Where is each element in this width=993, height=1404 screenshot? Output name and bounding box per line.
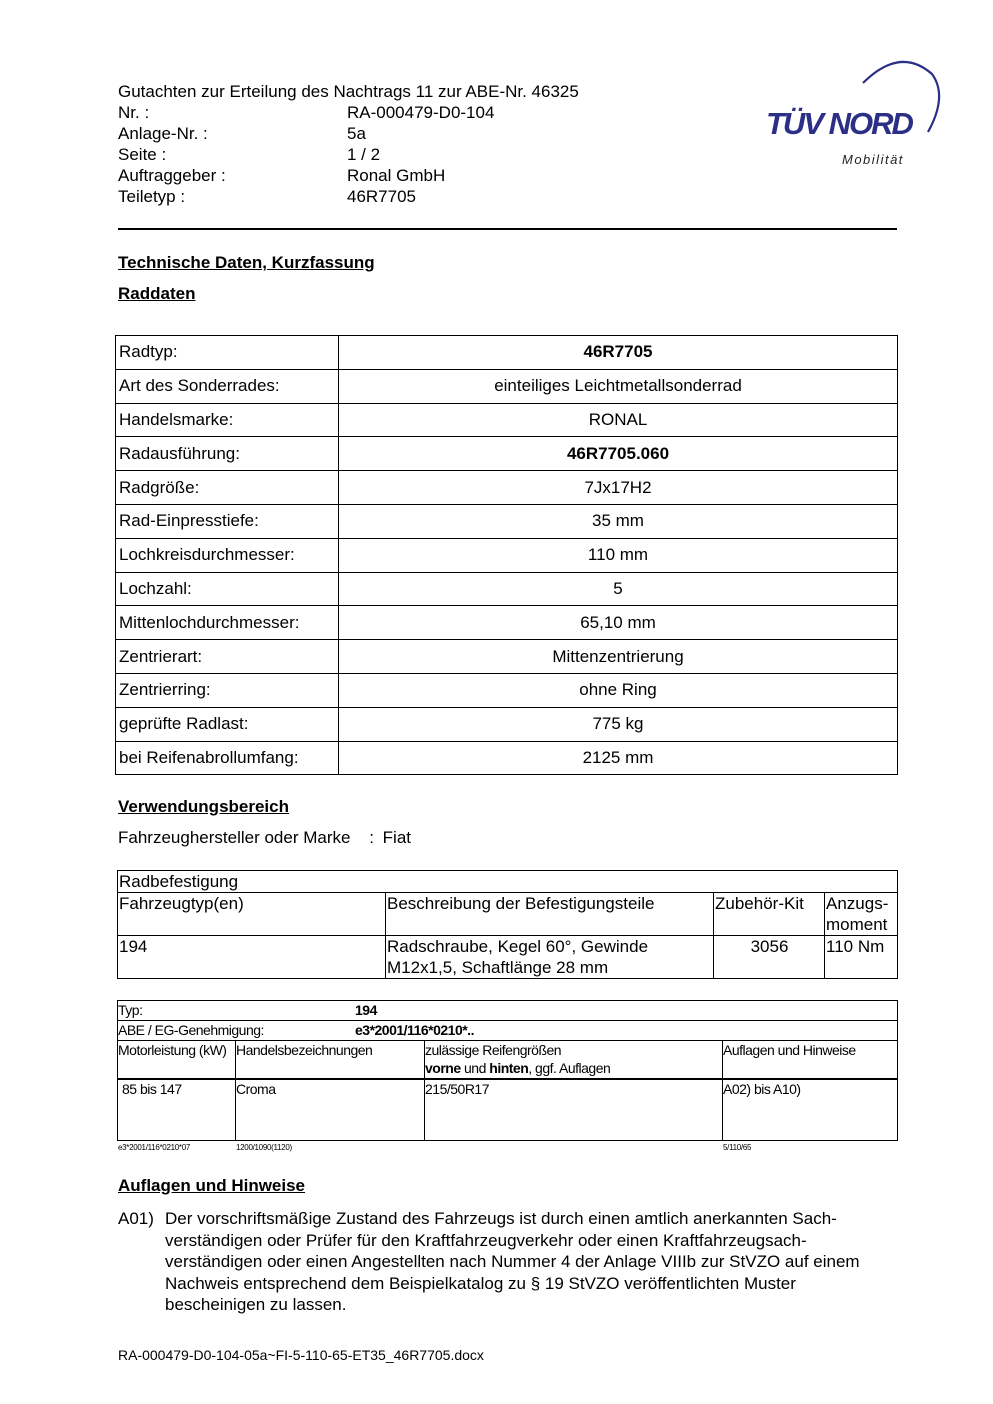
manufacturer-separator: : bbox=[369, 828, 374, 847]
reifen-header-vorne: vorne bbox=[425, 1060, 461, 1076]
header-row-seite bbox=[118, 144, 494, 165]
raddaten-value: 2125 mm bbox=[339, 741, 898, 775]
section-title-auflagen: Auflagen und Hinweise bbox=[118, 1176, 306, 1195]
table-row bbox=[118, 936, 898, 979]
header-value: 46R7705 bbox=[347, 187, 417, 206]
raddaten-value: 65,10 mm bbox=[339, 606, 898, 640]
header-row-teiletyp bbox=[118, 186, 494, 207]
table-row bbox=[118, 1001, 898, 1021]
header-value: Ronal GmbH bbox=[347, 166, 446, 185]
cell-reifengroesse: 215/50R17 bbox=[425, 1079, 723, 1141]
table-row bbox=[116, 538, 898, 572]
cell-fahrzeugtyp: 194 bbox=[118, 936, 386, 979]
table-row bbox=[116, 707, 898, 741]
table-row bbox=[116, 606, 898, 640]
header-fahrzeugtyp: Fahrzeugtyp(en) bbox=[118, 893, 386, 936]
header-auflagen: Auflagen und Hinweise bbox=[723, 1041, 898, 1080]
logo: TÜV NORD bbox=[766, 106, 912, 141]
header-value: 1 / 2 bbox=[347, 145, 381, 164]
raddaten-value: Mittenzentrierung bbox=[339, 640, 898, 674]
cell-zubehoer-kit: 3056 bbox=[714, 936, 825, 979]
manufacturer-line bbox=[118, 828, 411, 848]
raddaten-value: ohne Ring bbox=[339, 673, 898, 707]
manufacturer-value: Fiat bbox=[382, 828, 411, 847]
raddaten-value: 5 bbox=[339, 572, 898, 606]
raddaten-label: bei Reifenabrollumfang: bbox=[116, 741, 339, 775]
table-row bbox=[118, 871, 898, 893]
document-title: Gutachten zur Erteilung des Nachtrags 11 zur ABE-Nr. 46325 bbox=[118, 82, 579, 101]
section-title-raddaten: Raddaten bbox=[118, 284, 196, 303]
footer-filename: RA-000479-D0-104-05a~FI-5-110-65-ET35_46R7705.docx bbox=[118, 1347, 484, 1363]
header-anzugsmoment: Anzugs-moment bbox=[825, 893, 898, 936]
table-row bbox=[116, 437, 898, 471]
raddaten-label: Radtyp: bbox=[116, 336, 339, 370]
header-reifengroessen bbox=[425, 1041, 723, 1080]
section-title-technische: Technische Daten, Kurzfassung bbox=[118, 253, 375, 272]
table-row bbox=[116, 504, 898, 538]
raddaten-label: Handelsmarke: bbox=[116, 403, 339, 437]
header-row-nr bbox=[118, 102, 494, 123]
header-row-anlage bbox=[118, 123, 494, 144]
raddaten-label: Mittenlochdurchmesser: bbox=[116, 606, 339, 640]
raddaten-label: Lochkreisdurchmesser: bbox=[116, 538, 339, 572]
abe-row bbox=[118, 1021, 898, 1041]
raddaten-value: einteiliges Leichtmetallsonderrad bbox=[339, 369, 898, 403]
table-row bbox=[116, 336, 898, 370]
table-row bbox=[118, 1021, 898, 1041]
manufacturer-label: Fahrzeughersteller oder Marke bbox=[118, 828, 351, 847]
raddaten-value: 7Jx17H2 bbox=[339, 471, 898, 505]
table-row bbox=[116, 640, 898, 674]
header-label: Auftraggeber : bbox=[118, 166, 226, 185]
cell-handelsbezeichnung: Croma bbox=[236, 1079, 425, 1141]
table-header-row bbox=[118, 1041, 898, 1080]
cell-anzugsmoment: 110 Nm bbox=[825, 936, 898, 979]
table-row bbox=[116, 572, 898, 606]
table-row bbox=[116, 741, 898, 775]
header-divider bbox=[118, 228, 897, 230]
raddaten-label: Radausführung: bbox=[116, 437, 339, 471]
raddaten-label: geprüfte Radlast: bbox=[116, 707, 339, 741]
header-info bbox=[118, 102, 494, 207]
raddaten-value: 35 mm bbox=[339, 504, 898, 538]
raddaten-label: Rad-Einpresstiefe: bbox=[116, 504, 339, 538]
typ-value: 194 bbox=[355, 1002, 377, 1018]
raddaten-label: Lochzahl: bbox=[116, 572, 339, 606]
table-header-row bbox=[118, 893, 898, 936]
raddaten-value: 46R7705 bbox=[339, 336, 898, 370]
abe-label: ABE / EG-Genehmigung: bbox=[118, 1022, 264, 1038]
header-value: RA-000479-D0-104 bbox=[347, 103, 495, 122]
section-title-verwendung: Verwendungsbereich bbox=[118, 797, 289, 816]
header-handelsbezeichnungen: Handelsbezeichnungen bbox=[236, 1041, 425, 1080]
typ-label: Typ: bbox=[118, 1002, 143, 1018]
header-label: Teiletyp : bbox=[118, 187, 186, 206]
reifen-header-hinten: hinten bbox=[489, 1060, 529, 1076]
raddaten-table bbox=[115, 335, 898, 775]
radbefestigung-table bbox=[117, 870, 898, 979]
logo-subtitle: Mobilität bbox=[842, 152, 904, 167]
header-row-auftraggeber bbox=[118, 165, 494, 186]
header-value: 5a bbox=[347, 124, 366, 143]
radbefestigung-title: Radbefestigung bbox=[118, 871, 898, 893]
table-row bbox=[116, 403, 898, 437]
fahrzeugtyp-table bbox=[117, 1000, 898, 1141]
header-motorleistung: Motorleistung (kW) bbox=[118, 1041, 236, 1080]
raddaten-value: 775 kg bbox=[339, 707, 898, 741]
raddaten-label: Radgröße: bbox=[116, 471, 339, 505]
raddaten-value: 46R7705.060 bbox=[339, 437, 898, 471]
raddaten-label: Art des Sonderrades: bbox=[116, 369, 339, 403]
table-row bbox=[118, 1079, 898, 1141]
raddaten-value: RONAL bbox=[339, 403, 898, 437]
cell-auflagen: A02) bis A10) bbox=[723, 1079, 898, 1141]
auflage-text: Der vorschriftsmäßige Zustand des Fahrzeugs ist durch einen amtlich anerkannten Sach-verständigen oder Prüfer für den Kraftfahrzeugverkehr oder einen Kraftfahrzeugsach-verständigen oder einen Angestellten nach Nummer 4 der Anlage VIIIb zur StVZO auf einem Nachweis entsprechend dem Beispielkatalog zu § 19 StVZO veröffentlichten Muster bescheinigen zu lassen. bbox=[165, 1209, 860, 1314]
reifen-header-line1: zulässige Reifengrößen bbox=[425, 1042, 562, 1058]
header-label: Seite : bbox=[118, 145, 167, 164]
raddaten-value: 110 mm bbox=[339, 538, 898, 572]
abe-value: e3*2001/116*0210*.. bbox=[355, 1022, 474, 1038]
table-row bbox=[116, 369, 898, 403]
typ-row bbox=[118, 1001, 898, 1021]
table-row bbox=[116, 673, 898, 707]
header-zubehoer-kit: Zubehör-Kit bbox=[714, 893, 825, 936]
header-beschreibung: Beschreibung der Befestigungsteile bbox=[386, 893, 714, 936]
code-mass: 1200/1090(1120) bbox=[236, 1143, 292, 1152]
raddaten-label: Zentrierart: bbox=[116, 640, 339, 674]
cell-beschreibung: Radschraube, Kegel 60°, Gewinde M12x1,5, Schaftlänge 28 mm bbox=[386, 936, 714, 979]
table-row bbox=[116, 471, 898, 505]
raddaten-label: Zentrierring: bbox=[116, 673, 339, 707]
header-label: Anlage-Nr. : bbox=[118, 124, 208, 143]
auflage-number: A01) bbox=[118, 1209, 154, 1228]
header-label: Nr. : bbox=[118, 103, 150, 122]
reifen-header-und: und bbox=[460, 1060, 490, 1076]
code-lochkreis: 5/110/65 bbox=[723, 1143, 752, 1152]
reifen-header-rest: , ggf. Auflagen bbox=[528, 1060, 611, 1076]
cell-motorleistung: 85 bis 147 bbox=[118, 1079, 236, 1141]
code-abe: e3*2001/116*0210*07 bbox=[118, 1143, 191, 1152]
